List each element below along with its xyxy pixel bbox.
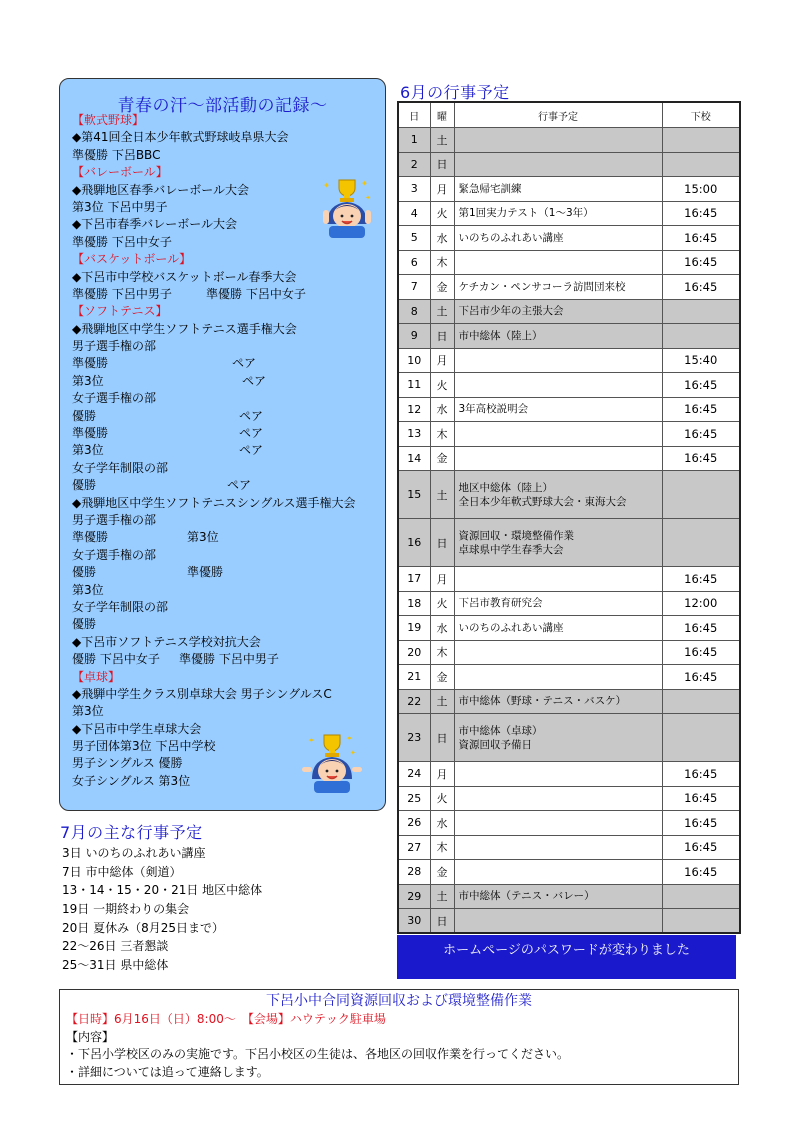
dismissal-cell: [662, 152, 740, 177]
weekday-cell: 火: [430, 786, 454, 811]
event-cell: [454, 275, 662, 300]
club-record-line: [72, 703, 377, 720]
dismissal-cell: 16:45: [662, 275, 740, 300]
dismissal-cell: 16:45: [662, 397, 740, 422]
event-cell: [454, 714, 662, 762]
dismissal-cell: 16:45: [662, 665, 740, 690]
dismissal-cell: 12:00: [662, 591, 740, 616]
table-row: [398, 591, 740, 616]
homepage-password-notice: ホームページのパスワードが変わりました: [397, 935, 736, 979]
club-record-text: ◆飛騨中学生クラス別卓球大会 男子シングルスC: [72, 686, 332, 701]
club-record-line: [72, 495, 377, 512]
day-cell: 4: [398, 201, 430, 226]
club-record-text: 準優勝 下呂中男子: [72, 286, 172, 301]
dismissal-cell: 15:40: [662, 348, 740, 373]
day-cell: 1: [398, 128, 430, 153]
weekday-cell: 水: [430, 226, 454, 251]
weekday-cell: 木: [430, 640, 454, 665]
club-record-text: 女子選手権の部: [72, 547, 157, 562]
table-row: [398, 786, 740, 811]
day-cell: 20: [398, 640, 430, 665]
club-record-text-2: ペア: [242, 373, 267, 388]
june-schedule-title: 6月の行事予定: [400, 83, 510, 102]
july-event-item: 20日 夏休み（8月25日まで）: [62, 920, 224, 935]
table-row: [398, 714, 740, 762]
day-cell: 22: [398, 689, 430, 714]
dismissal-cell: 16:45: [662, 422, 740, 447]
table-row: [398, 640, 740, 665]
event-text-2: 卓球県中学生春季大会: [458, 543, 564, 556]
weekday-cell: 木: [430, 422, 454, 447]
event-cell: [454, 446, 662, 471]
svg-text:✦: ✦: [323, 181, 330, 190]
club-record-line: [72, 338, 377, 355]
club-record-text: 優勝: [72, 617, 97, 632]
event-cell: [454, 324, 662, 349]
club-record-text: 優勝 下呂中女子: [72, 652, 160, 667]
weekday-cell: 金: [430, 860, 454, 885]
event-cell: [454, 786, 662, 811]
header-day: 日: [398, 102, 430, 128]
event-cell: [454, 567, 662, 592]
event-cell: [454, 299, 662, 324]
july-event-item: 19日 一期終わりの集会: [62, 902, 190, 917]
club-record-line: [72, 512, 377, 529]
dismissal-cell: 15:00: [662, 177, 740, 202]
club-record-line: [72, 686, 377, 703]
dismissal-cell: 16:45: [662, 226, 740, 251]
table-row: [398, 373, 740, 398]
club-record-text: 第3位: [72, 582, 104, 597]
club-record-line: [72, 442, 377, 459]
day-cell: 10: [398, 348, 430, 373]
dismissal-cell: [662, 519, 740, 567]
dismissal-cell: [662, 909, 740, 934]
event-text-2: 全日本少年軟式野球大会・東海大会: [458, 495, 627, 508]
table-row: [398, 811, 740, 836]
table-row: [398, 762, 740, 787]
table-row: [398, 324, 740, 349]
day-cell: 21: [398, 665, 430, 690]
svg-text:✦: ✦: [308, 736, 315, 745]
club-category: [72, 251, 377, 268]
day-cell: 6: [398, 250, 430, 275]
dismissal-cell: 16:45: [662, 811, 740, 836]
day-cell: 7: [398, 275, 430, 300]
table-row: [398, 152, 740, 177]
club-record-line: [72, 616, 377, 633]
dismissal-cell: 16:45: [662, 762, 740, 787]
day-cell: 17: [398, 567, 430, 592]
july-events-list: [62, 844, 262, 975]
table-row: [398, 860, 740, 885]
notice-item: ・下呂小学校区のみの実施です。下呂小校区の生徒は、各地区の回収作業を行ってください。: [66, 1047, 570, 1061]
dismissal-cell: [662, 471, 740, 519]
club-record-text: 優勝: [72, 408, 97, 423]
club-record-text-2: ペア: [239, 426, 264, 441]
day-cell: 30: [398, 909, 430, 934]
table-row: [398, 275, 740, 300]
table-row: [398, 835, 740, 860]
svg-text:✦: ✦: [346, 734, 353, 743]
event-text: 下呂市少年の主張大会: [458, 305, 564, 318]
club-record-line: [72, 408, 377, 425]
club-record-text: 女子シングルス 第3位: [72, 773, 191, 788]
event-cell: [454, 835, 662, 860]
day-cell: 29: [398, 884, 430, 909]
club-record-text: ◆下呂市春季バレーボール大会: [72, 217, 237, 232]
club-record-text: 男子選手権の部: [72, 339, 157, 354]
weekday-cell: 水: [430, 397, 454, 422]
club-record-text-2: ペア: [239, 408, 264, 423]
event-text: ケチカン・ペンサコーラ訪問団来校: [458, 280, 626, 293]
weekday-cell: 金: [430, 446, 454, 471]
club-record-text: 準優勝: [72, 426, 109, 441]
notice-datetime: 【日時】6月16日（日）8:00～ 【会場】ハウテック駐車場: [66, 1012, 386, 1026]
club-record-line: [72, 129, 377, 146]
weekday-cell: 月: [430, 567, 454, 592]
day-cell: 9: [398, 324, 430, 349]
notice-item: ・詳細については追って連絡します。: [66, 1064, 269, 1079]
table-row: [398, 567, 740, 592]
weekday-cell: 金: [430, 275, 454, 300]
july-event-item: 7日 市中総体（剣道）: [62, 864, 182, 879]
event-text: いのちのふれあい講座: [458, 621, 564, 634]
header-weekday: 曜: [430, 102, 454, 128]
july-events-title: 7月の主な行事予定: [60, 823, 203, 842]
weekday-cell: 水: [430, 616, 454, 641]
event-text: 市中総体（卓球）: [458, 724, 543, 737]
table-row: [398, 397, 740, 422]
club-record-text: 【バスケットボール】: [72, 252, 192, 267]
club-records-title: 青春の汗～部活動の記録～: [117, 96, 328, 116]
weekday-cell: 土: [430, 884, 454, 909]
dismissal-cell: 16:45: [662, 201, 740, 226]
svg-text:✦: ✦: [361, 179, 368, 188]
club-record-text: 第3位 下呂中男子: [72, 199, 168, 214]
event-cell: [454, 128, 662, 153]
header-event: 行事予定: [454, 102, 662, 128]
event-cell: [454, 860, 662, 885]
dismissal-cell: [662, 128, 740, 153]
dismissal-cell: 16:45: [662, 860, 740, 885]
club-category: [72, 112, 377, 129]
club-record-text-2: 準優勝 下呂中女子: [206, 286, 306, 301]
dismissal-cell: 16:45: [662, 567, 740, 592]
day-cell: 13: [398, 422, 430, 447]
weekday-cell: 日: [430, 152, 454, 177]
table-row: [398, 519, 740, 567]
event-cell: [454, 811, 662, 836]
club-record-line: [72, 460, 377, 477]
dismissal-cell: 16:45: [662, 373, 740, 398]
day-cell: 23: [398, 714, 430, 762]
club-record-text: ◆下呂市中学校バスケットボール春季大会: [72, 269, 297, 284]
club-record-line: [72, 425, 377, 442]
club-record-text: ◆下呂市ソフトテニス学校対抗大会: [72, 634, 261, 649]
club-record-text: 優勝: [72, 478, 97, 493]
notice-title: 下呂小中合同資源回収および環境整備作業: [266, 993, 532, 1009]
svg-text:✦: ✦: [365, 194, 371, 202]
dismissal-cell: [662, 324, 740, 349]
club-record-line: [72, 582, 377, 599]
club-record-text-2: ペア: [227, 478, 252, 493]
weekday-cell: 水: [430, 811, 454, 836]
weekday-cell: 木: [430, 250, 454, 275]
club-record-text: ◆第41回全日本少年軟式野球岐阜県大会: [72, 130, 289, 145]
table-row: [398, 446, 740, 471]
event-cell: [454, 640, 662, 665]
july-event-item: 22～26日 三者懇談: [62, 939, 169, 954]
event-cell: [454, 762, 662, 787]
club-record-text: 【卓球】: [72, 669, 121, 684]
weekday-cell: 月: [430, 177, 454, 202]
club-record-text-2: 準優勝: [187, 565, 224, 580]
table-row: [398, 226, 740, 251]
club-record-text: ◆下呂市中学生卓球大会: [72, 721, 202, 736]
club-record-text: 男子団体第3位 下呂中学校: [72, 739, 216, 754]
table-row: [398, 201, 740, 226]
club-record-text: 女子学年制限の部: [72, 460, 169, 475]
trophy-mascot-icon-2: [295, 731, 365, 793]
weekday-cell: 日: [430, 519, 454, 567]
club-record-line: [72, 634, 377, 651]
weekday-cell: 日: [430, 324, 454, 349]
day-cell: 24: [398, 762, 430, 787]
notice-content-label: 【内容】: [66, 1029, 115, 1044]
table-row: [398, 177, 740, 202]
club-record-line: [72, 547, 377, 564]
day-cell: 14: [398, 446, 430, 471]
club-record-line: [72, 373, 377, 390]
club-record-text: 【軟式野球】: [72, 113, 145, 127]
weekday-cell: 金: [430, 665, 454, 690]
event-text: 市中総体（陸上）: [458, 329, 543, 342]
club-record-text-2: 準優勝 下呂中男子: [179, 652, 279, 667]
weekday-cell: 月: [430, 762, 454, 787]
event-cell: [454, 689, 662, 714]
weekday-cell: 火: [430, 201, 454, 226]
event-cell: [454, 909, 662, 934]
event-text: 第1回実力テスト（1～3年）: [458, 207, 594, 220]
event-text: 下呂市教育研究会: [458, 597, 543, 610]
club-record-text: 優勝: [72, 565, 97, 580]
day-cell: 12: [398, 397, 430, 422]
day-cell: 28: [398, 860, 430, 885]
day-cell: 2: [398, 152, 430, 177]
event-text: 資源回収・環境整備作業: [458, 529, 574, 542]
event-cell: [454, 422, 662, 447]
event-cell: [454, 201, 662, 226]
july-event-item: 13・14・15・20・21日 地区中総体: [62, 883, 263, 898]
july-event-item: 3日 いのちのふれあい講座: [62, 846, 206, 860]
dismissal-cell: 16:45: [662, 640, 740, 665]
weekday-cell: 土: [430, 299, 454, 324]
club-record-text: 準優勝 下呂中女子: [72, 234, 172, 249]
club-record-text: 【バレーボール】: [72, 165, 168, 180]
event-cell: [454, 177, 662, 202]
event-text-2: 資源回収予備日: [458, 738, 532, 751]
event-cell: [454, 373, 662, 398]
table-row: [398, 884, 740, 909]
club-record-line: [72, 269, 377, 286]
club-record-text: 準優勝: [72, 356, 109, 371]
event-text: 3年高校説明会: [458, 403, 529, 416]
event-text: 市中総体（野球・テニス・バスケ）: [458, 695, 627, 708]
trophy-mascot-icon: [315, 176, 375, 238]
club-record-text: 男子選手権の部: [72, 512, 157, 527]
dismissal-cell: 16:45: [662, 835, 740, 860]
dismissal-cell: 16:45: [662, 786, 740, 811]
svg-text:✦: ✦: [350, 749, 356, 757]
club-record-text: 男子シングルス 優勝: [72, 756, 183, 771]
dismissal-cell: [662, 884, 740, 909]
table-row: [398, 689, 740, 714]
event-cell: [454, 250, 662, 275]
weekday-cell: 土: [430, 128, 454, 153]
weekday-cell: 火: [430, 373, 454, 398]
event-text: 地区中総体（陸上）: [458, 481, 553, 494]
event-cell: [454, 397, 662, 422]
header-dismissal: 下校: [662, 102, 740, 128]
dismissal-cell: 16:45: [662, 446, 740, 471]
weekday-cell: 日: [430, 909, 454, 934]
day-cell: 27: [398, 835, 430, 860]
event-cell: [454, 884, 662, 909]
club-record-text: 女子選手権の部: [72, 391, 157, 406]
club-record-text: 第3位: [72, 373, 104, 388]
weekday-cell: 土: [430, 471, 454, 519]
dismissal-cell: [662, 689, 740, 714]
club-records-box: [59, 78, 386, 811]
table-row: [398, 250, 740, 275]
club-record-line: [72, 651, 377, 668]
event-cell: [454, 616, 662, 641]
table-header-row: [398, 102, 740, 128]
weekday-cell: 木: [430, 835, 454, 860]
table-row: [398, 348, 740, 373]
event-cell: [454, 348, 662, 373]
club-category: [72, 303, 377, 320]
club-record-text: 女子学年制限の部: [72, 599, 169, 614]
club-record-line: [72, 564, 377, 581]
july-event-item: 25～31日 県中総体: [62, 958, 169, 973]
club-record-text: 準優勝 下呂BBC: [72, 147, 161, 162]
day-cell: 8: [398, 299, 430, 324]
event-cell: [454, 226, 662, 251]
day-cell: 15: [398, 471, 430, 519]
club-record-text-2: 第3位: [187, 530, 219, 545]
event-cell: [454, 519, 662, 567]
club-record-text: 準優勝: [72, 530, 109, 545]
day-cell: 11: [398, 373, 430, 398]
day-cell: 3: [398, 177, 430, 202]
event-cell: [454, 665, 662, 690]
club-category: [72, 669, 377, 686]
club-record-text-2: ペア: [232, 356, 257, 371]
table-row: [398, 909, 740, 934]
event-text: 市中総体（テニス・バレー）: [458, 890, 595, 903]
club-record-text: 【ソフトテニス】: [72, 304, 168, 319]
club-record-text: ◆飛騨地区春季バレーボール大会: [72, 182, 249, 197]
event-cell: [454, 471, 662, 519]
joint-collection-notice: [59, 989, 739, 1085]
club-record-line: [72, 355, 377, 372]
table-row: [398, 128, 740, 153]
day-cell: 18: [398, 591, 430, 616]
dismissal-cell: [662, 714, 740, 762]
day-cell: 5: [398, 226, 430, 251]
club-record-line: [72, 147, 377, 164]
club-record-line: [72, 599, 377, 616]
dismissal-cell: [662, 299, 740, 324]
event-cell: [454, 591, 662, 616]
dismissal-cell: 16:45: [662, 250, 740, 275]
club-record-text: 第3位: [72, 443, 104, 458]
day-cell: 26: [398, 811, 430, 836]
event-text: 緊急帰宅訓練: [458, 182, 522, 195]
event-cell: [454, 152, 662, 177]
table-row: [398, 299, 740, 324]
table-row: [398, 471, 740, 519]
club-record-line: [72, 529, 377, 546]
club-record-line: [72, 321, 377, 338]
day-cell: 16: [398, 519, 430, 567]
weekday-cell: 日: [430, 714, 454, 762]
weekday-cell: 土: [430, 689, 454, 714]
club-record-line: [72, 477, 377, 494]
club-record-text: ◆飛騨地区中学生ソフトテニス選手権大会: [72, 321, 297, 336]
table-row: [398, 616, 740, 641]
event-text: いのちのふれあい講座: [458, 231, 564, 244]
club-record-line: [72, 390, 377, 407]
day-cell: 19: [398, 616, 430, 641]
dismissal-cell: 16:45: [662, 616, 740, 641]
weekday-cell: 月: [430, 348, 454, 373]
table-row: [398, 422, 740, 447]
day-cell: 25: [398, 786, 430, 811]
club-record-text: ◆飛騨地区中学生ソフトテニスシングルス選手権大会: [72, 495, 356, 510]
club-record-text-2: ペア: [239, 443, 264, 458]
june-schedule-table: [397, 101, 741, 934]
club-record-line: [72, 286, 377, 303]
club-record-text: 第3位: [72, 704, 104, 719]
weekday-cell: 火: [430, 591, 454, 616]
table-row: [398, 665, 740, 690]
